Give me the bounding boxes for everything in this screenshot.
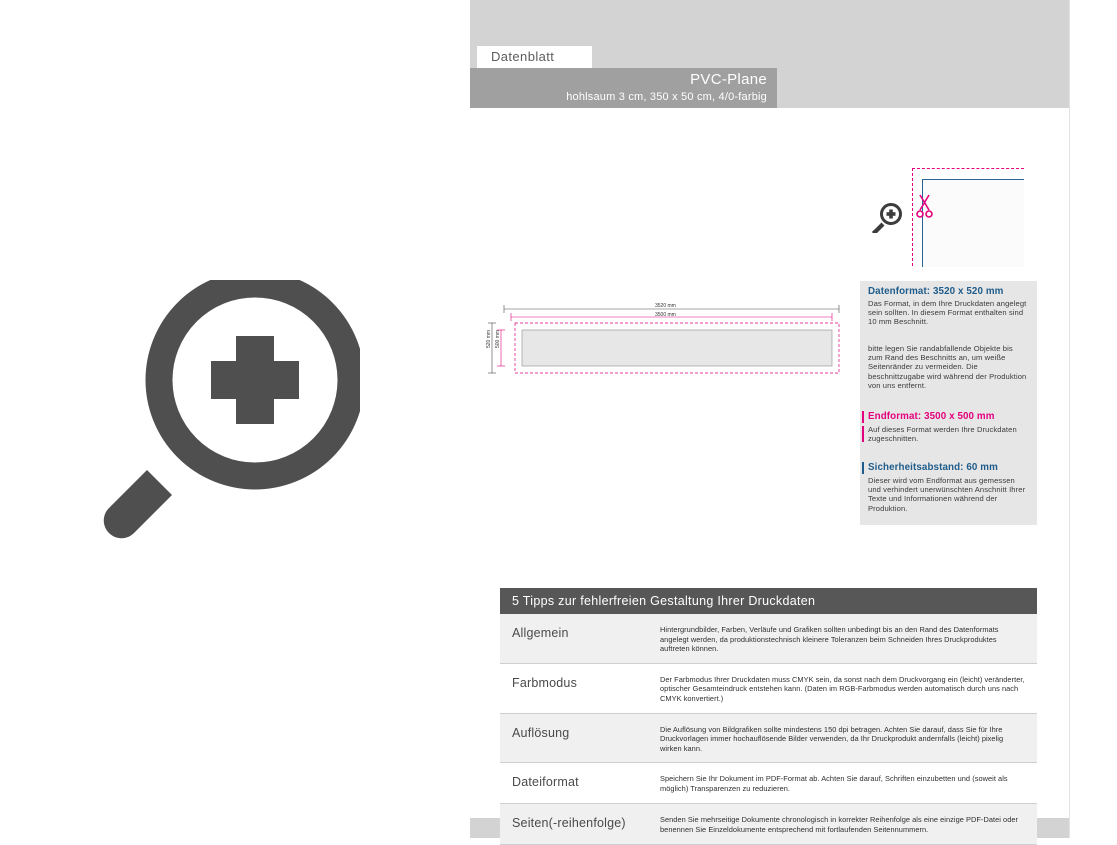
tip-text-aufloesung: Die Auflösung von Bildgrafiken sollte mindestens 150 dpi betragen. Achten Sie darauf, dass Sie für Ihre Druckvorlagen immer hochauflösende Bilder verwenden, da Ihr Druckprodukt andernfalls (leicht) pixelig wirken kann. [660, 724, 1004, 753]
tip-label-allgemein: Allgemein [512, 626, 569, 640]
page-title: PVC-Plane [690, 71, 767, 88]
table-row [500, 763, 1037, 804]
tip-label-dateiformat: Dateiformat [512, 775, 579, 790]
endformat-color-tick [862, 411, 864, 423]
sicherheitsabstand-color-tick [862, 462, 864, 474]
page-right-margin [1070, 0, 1117, 838]
info-heading-endformat: Endformat: 3500 x 500 mm [868, 411, 995, 422]
dim-top-inner: 3500 mm [655, 312, 676, 318]
dim-left-inner: 500 mm [495, 329, 501, 348]
info-text-datenformat-2: bitte legen Sie randabfallende Objekte bis zum Rand des Beschnitts an, um weiße Seitenränder zu vermeiden. Die beschnittzugabe wird während der Produktion von uns entfernt. [868, 344, 1027, 390]
tip-label-seitenreihenfolge: Seiten(-reihenfolge) [512, 816, 626, 831]
dim-top-outer: 3520 mm [655, 303, 676, 309]
info-text-datenformat-1: Das Format, in dem Ihre Druckdaten angelegt sein sollten. In diesem Format enthalten sind 10 mm Beschnitt. [868, 299, 1027, 327]
endformat-color-tick-2 [862, 426, 864, 442]
info-text-sicherheitsabstand: Dieser wird vom Endformat aus gemessen und verhindert unerwünschten Anschnitt Ihrer Texte und Informationen während der Produktion. [868, 476, 1026, 513]
info-text-endformat: Auf dieses Format werden Ihre Druckdaten zugeschnitten. [868, 425, 1017, 444]
magnifier-plus-icon [100, 280, 360, 545]
tip-text-dateiformat: Speichern Sie Ihr Dokument im PDF-Format ab. Achten Sie darauf, Schriften einzubetten und (soweit als möglich) Transparenzen zu reduzieren. [660, 774, 1008, 793]
table-row [500, 664, 1037, 714]
scissors-icon [916, 193, 934, 219]
preview-safety-guide [922, 179, 1024, 267]
magnifier-plus-small-icon [872, 203, 904, 233]
tips-table [500, 588, 1037, 845]
document-title-block [470, 68, 777, 108]
tip-label-aufloesung: Auflösung [512, 725, 570, 740]
table-row [500, 714, 1037, 764]
tip-text-farbmodus: Der Farbmodus Ihrer Druckdaten muss CMYK sein, da sonst nach dem Druckvorgang ein (leicht) veränderter, optischer Gesamteindruck entstehen kann. (Daten im RGB-Farbmodus werden automatisch durch uns nach CMYK konvertiert.) [660, 674, 1025, 703]
technical-drawing [480, 295, 855, 390]
tip-text-allgemein: Hintergrundbilder, Farben, Verläufe und Grafiken sollten unbedingt bis an den Rand des Datenformats angelegt werden, da produktionstechnisch kleinere Toleranzen beim Schneiden Ihres Druckproduktes auftreten können. [660, 625, 999, 654]
page-subtitle: hohlsaum 3 cm, 350 x 50 cm, 4/0-farbig [566, 91, 767, 103]
dim-left-outer: 520 mm [486, 329, 492, 348]
tip-label-farbmodus: Farbmodus [512, 675, 578, 690]
table-row [500, 614, 1037, 664]
datenblatt-tab: Datenblatt [477, 46, 592, 68]
table-row [500, 804, 1037, 845]
tip-text-seitenreihenfolge: Senden Sie mehrseitige Dokumente chronologisch in korrekter Reihenfolge als eine einzige PDF-Datei oder benennen Sie Einzeldokumente entsprechend mit fortlaufenden Seitennummern. [660, 815, 1019, 834]
info-heading-sicherheitsabstand: Sicherheitsabstand: 60 mm [868, 462, 998, 473]
tips-table-header: 5 Tipps zur fehlerfreien Gestaltung Ihrer Druckdaten [500, 588, 1037, 614]
info-heading-datenformat: Datenformat: 3520 x 520 mm [868, 286, 1004, 297]
